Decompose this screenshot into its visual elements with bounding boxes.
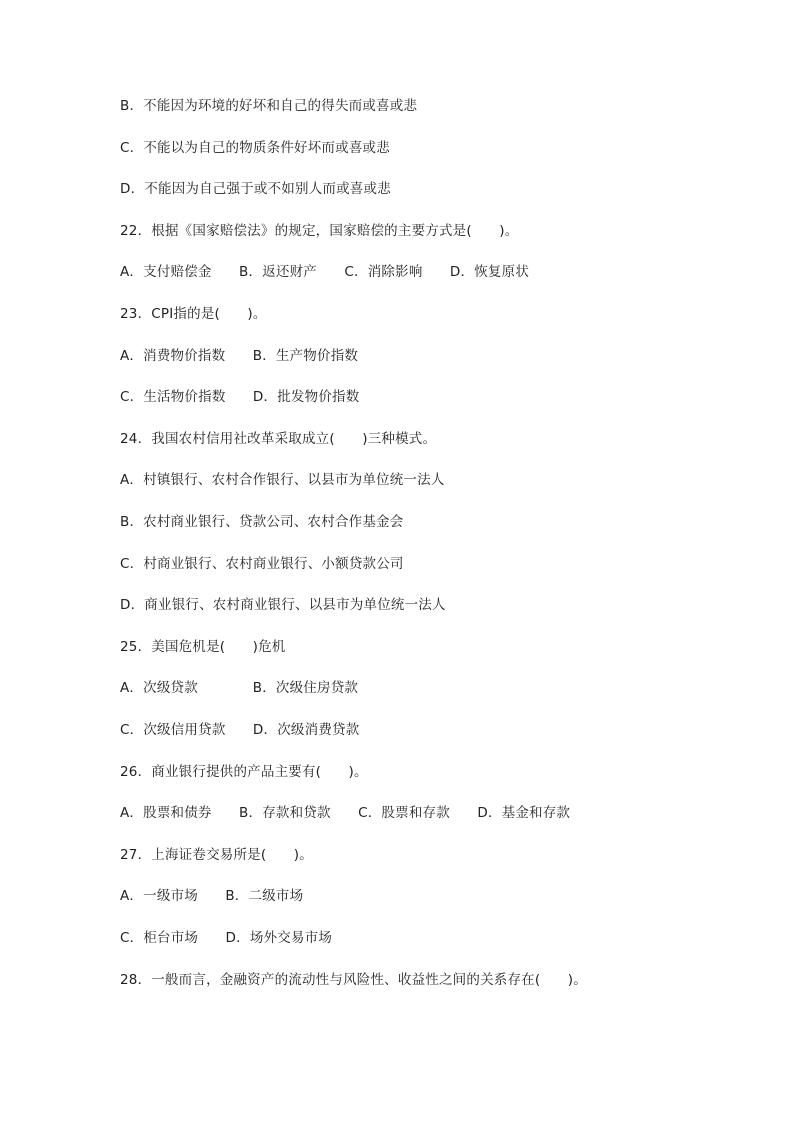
- question-26: 26．商业银行提供的产品主要有( )。: [120, 764, 368, 780]
- option-c-q21: C．不能以为自己的物质条件好坏而或喜或悲: [120, 140, 390, 156]
- question-27: 27．上海证卷交易所是( )。: [120, 847, 313, 863]
- option-b-q24: B．农村商业银行、贷款公司、农村合作基金会: [120, 514, 404, 530]
- options-q22: A．支付赔偿金 B．返还财产 C．消除影响 D．恢复原状: [120, 264, 530, 280]
- option-d-q21: D．不能因为自己强于或不如别人而或喜或悲: [120, 181, 391, 197]
- question-23: 23．CPI指的是( )。: [120, 306, 267, 322]
- options-q26: A．股票和债券 B．存款和贷款 C．股票和存款 D．基金和存款: [120, 805, 571, 821]
- options-cd-q25: C．次级信用贷款 D．次级消费贷款: [120, 722, 360, 738]
- options-cd-q23: C．生活物价指数 D．批发物价指数: [120, 389, 360, 405]
- question-28: 28．一般而言，金融资产的流动性与风险性、收益性之间的关系存在( )。: [120, 972, 587, 988]
- question-24: 24．我国农村信用社改革采取成立( )三种模式。: [120, 431, 437, 447]
- option-a-q24: A．村镇银行、农村合作银行、以县市为单位统一法人: [120, 472, 445, 488]
- options-cd-q27: C．柜台市场 D．场外交易市场: [120, 930, 333, 946]
- options-ab-q23: A．消费物价指数 B．生产物价指数: [120, 348, 359, 364]
- option-d-q24: D．商业银行、农村商业银行、以县市为单位统一法人: [120, 597, 446, 613]
- question-25: 25．美国危机是( )危机: [120, 639, 286, 655]
- options-ab-q25: A．次级贷款 B．次级住房贷款: [120, 680, 359, 696]
- question-22: 22．根据《国家赔偿法》的规定，国家赔偿的主要方式是( )。: [120, 223, 519, 239]
- option-c-q24: C．村商业银行、农村商业银行、小额贷款公司: [120, 556, 404, 572]
- options-ab-q27: A．一级市场 B．二级市场: [120, 888, 304, 904]
- option-b-q21: B．不能因为环境的好坏和自己的得失而或喜或悲: [120, 98, 418, 114]
